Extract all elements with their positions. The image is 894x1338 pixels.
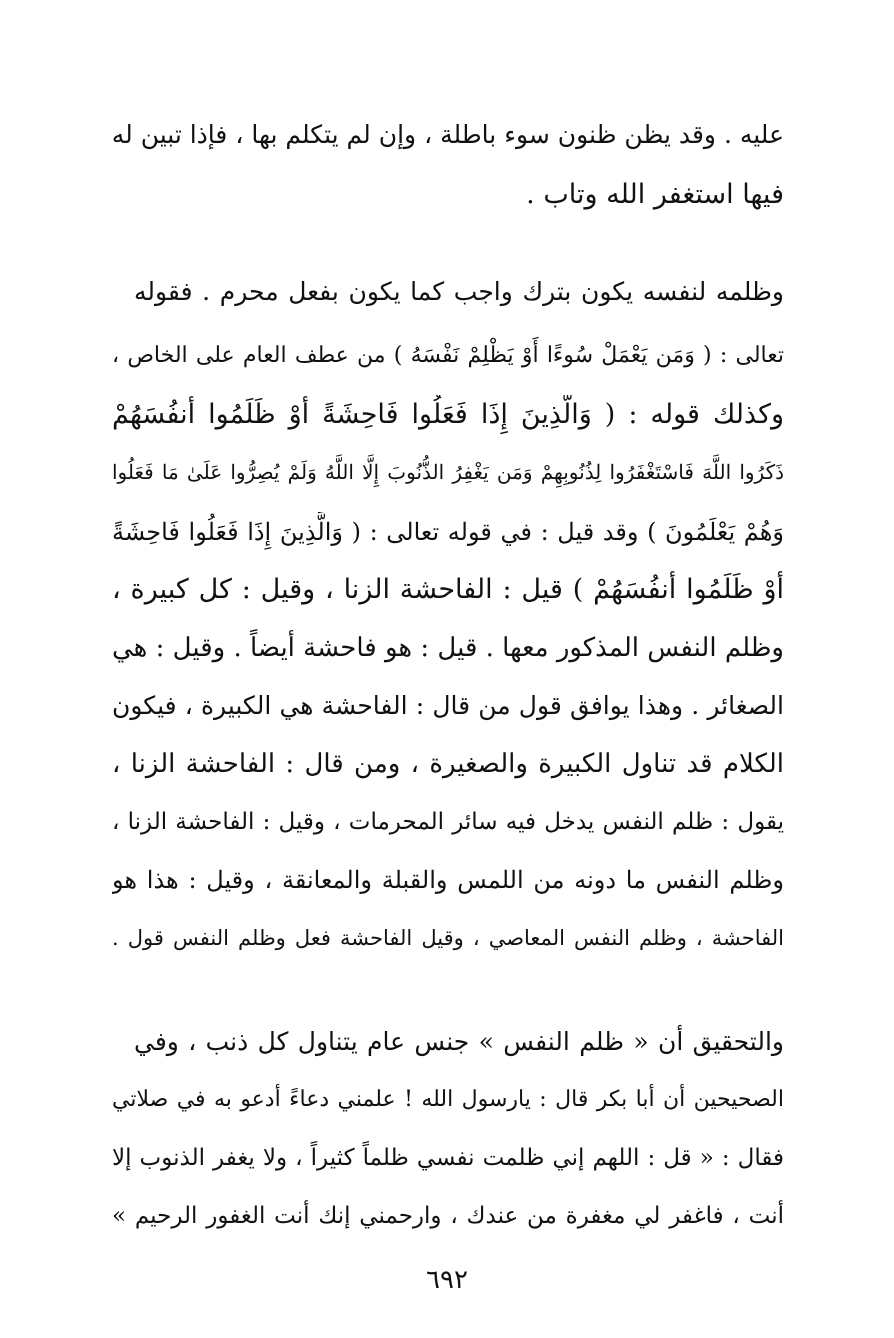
text-line: وكذلك قوله : ( وَالَّذِينَ إِذَا فَعَلُوا فَاحِشَةً أَوْ ظَلَمُوا أَنفُسَهُمْ	[112, 399, 784, 430]
text-line: فقال : « قل : اللهم إني ظلمت نفسي ظلماً كثيراً ، ولا يغفر الذنوب إلا	[112, 1145, 784, 1171]
text-line: والتحقيق أن « ظلم النفس » جنس عام يتناول كل ذنب ، وفي	[134, 1027, 784, 1056]
text-line: الفاحشة ، وظلم النفس المعاصي ، وقيل الفاحشة فعل وظلم النفس قول .	[112, 926, 784, 950]
text-line: الصحيحين أن أبا بكر قال : يارسول الله ! علمني دعاءً أدعو به في صلاتي	[112, 1087, 784, 1112]
text-line: الكلام قد تناول الكبيرة والصغيرة ، ومن قال : الفاحشة الزنا ،	[112, 749, 784, 779]
text-line: أَوْ ظَلَمُوا أَنفُسَهُمْ ) قيل : الفاحشة الزنا ، وقيل : كل كبيرة ،	[112, 574, 784, 605]
text-line: الصغائر . وهذا يوافق قول من قال : الفاحشة هي الكبيرة ، فيكون	[112, 691, 784, 720]
text-line: وظلم النفس ما دونه من اللمس والقبلة والمعانقة ، وقيل : هذا هو	[112, 866, 784, 894]
text-line: وَهُمْ يَعْلَمُونَ ) وقد قيل : في قوله تعالى : ( وَالَّذِينَ إِذَا فَعَلُوا فَاحِشَةً	[112, 518, 784, 546]
page-number: ٦٩٢	[426, 1265, 468, 1295]
text-line: عليه . وقد يظن ظنون سوء باطلة ، وإن لم يتكلم بها ، فإذا تبين له	[112, 120, 784, 149]
text-line: يقول : ظلم النفس يدخل فيه سائر المحرمات ، وقيل : الفاحشة الزنا ،	[112, 809, 784, 835]
text-line: وظلم النفس المذكور معها . قيل : هو فاحشة أيضاً . وقيل : هي	[112, 633, 784, 663]
text-line: أنت ، فاغفر لي مغفرة من عندك ، وارحمني إنك أنت الغفور الرحيم »	[112, 1203, 784, 1229]
text-line: تعالى : ( وَمَن يَعْمَلْ سُوءًا أَوْ يَظْلِمْ نَفْسَهُ ) من عطف العام على الخاص ،	[112, 343, 784, 368]
text-line: ذَكَرُوا اللَّهَ فَاسْتَغْفَرُوا لِذُنُوبِهِمْ وَمَن يَغْفِرُ الذُّنُوبَ إِلَّا اللَّهُ وَلَمْ يُصِرُّوا عَلَىٰ مَا فَعَلُوا	[112, 460, 784, 484]
text-line: وظلمه لنفسه يكون بترك واجب كما يكون بفعل محرم . فقوله	[134, 277, 784, 306]
text-line: فيها استغفر الله وتاب .	[526, 179, 784, 210]
